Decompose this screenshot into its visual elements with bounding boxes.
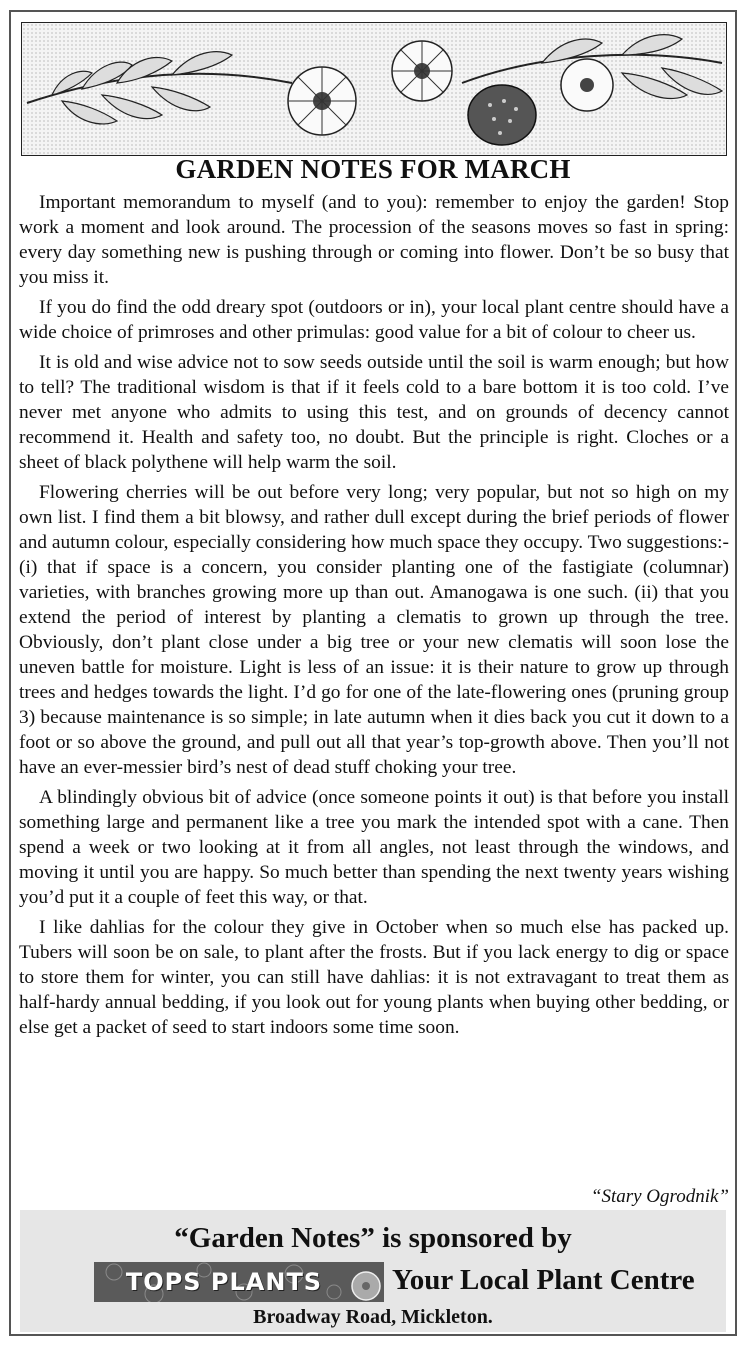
sponsor-box (20, 1210, 726, 1332)
article-body (19, 190, 729, 1045)
article-title: GARDEN NOTES FOR MARCH (175, 154, 571, 184)
sponsor-address: Broadway Road, Mickleton. (253, 1306, 493, 1328)
floral-banner-svg (22, 23, 727, 156)
paragraph: It is old and wise advice not to sow seeds outside until the soil is warm enough; but how to tell? The traditional wisdom is that if it feels cold to a bare bottom it is too cold. I’ve never met anyone who admits to using this test, and on grounds of decency cannot recommend it. Health and safety too, no doubt. But the principle is right. Cloches or a sheet of black polythene will help warm the soil. (19, 352, 729, 473)
floral-banner-illustration (21, 22, 727, 156)
sponsor-heading: “Garden Notes” is sponsored by (174, 1222, 572, 1254)
paragraph: Flowering cherries will be out before very long; very popular, but not so high on my own list. I find them a bit blowsy, and rather dull except during the brief periods of flower and autumn colour, especially considering how much space they occupy. Two suggestions:- (i) that if space is a concern, you consider planting one of the fastigiate (columnar) varieties, with branches growing more up than out. Amanogawa is one such. (ii) that you extend the period of interest by planting a clematis to grown up through the tree. Obviously, don’t plant close under a big tree or your new clematis will soon lose the uneven battle for moisture. Light is less of an issue: it is their nature to grow up through trees and hedges towards the light. I’d go for one of the late-flowering ones (pruning group 3) because maintenance is so simple; in late autumn when it dies back you cut it down to a foot or so above the ground, and pull out all that year’s top-growth above. Then you’ll not have an ever-messier bird’s nest of dead stuff choking your tree. (19, 482, 729, 778)
paragraph: Important memorandum to myself (and to you): remember to enjoy the garden! Stop work a moment and look around. The procession of the seasons moves so fast in spring: every day something new is pushing through or coming into flower. Don’t be so busy that you miss it. (19, 192, 729, 288)
article-frame (9, 10, 737, 1336)
paragraph: A blindingly obvious bit of advice (once someone points it out) is that before you install something large and permanent like a tree you mark the intended spot with a cane. Then spend a week or two looking at it from all angles, not least through the windows, and moving it until you are happy. So much better than spending the next twenty years wishing you’d put it a couple of feet this way, or that. (19, 787, 729, 908)
paragraph: If you do find the odd dreary spot (outdoors or in), your local plant centre should have a wide choice of primroses and other primulas: good value for a bit of colour to cheer us. (19, 297, 729, 343)
logo-text: TOPS PLANTS (125, 1268, 323, 1296)
paragraph: I like dahlias for the colour they give in October when so much else has packed up. Tubers will soon be on sale, to plant after the frosts. But if you lack energy to dig or space to store them for winter, you can still have dahlias: it is not extravagant to treat them as half-hardy annual bedding, if you look out for young plants when buying other bedding, or else get a packet of seed to start indoors some time soon. (19, 917, 729, 1038)
author-signature: “Stary Ogrodnik” (590, 1186, 729, 1207)
tops-plants-logo (94, 1262, 384, 1302)
sponsor-tagline: Your Local Plant Centre (392, 1264, 695, 1296)
